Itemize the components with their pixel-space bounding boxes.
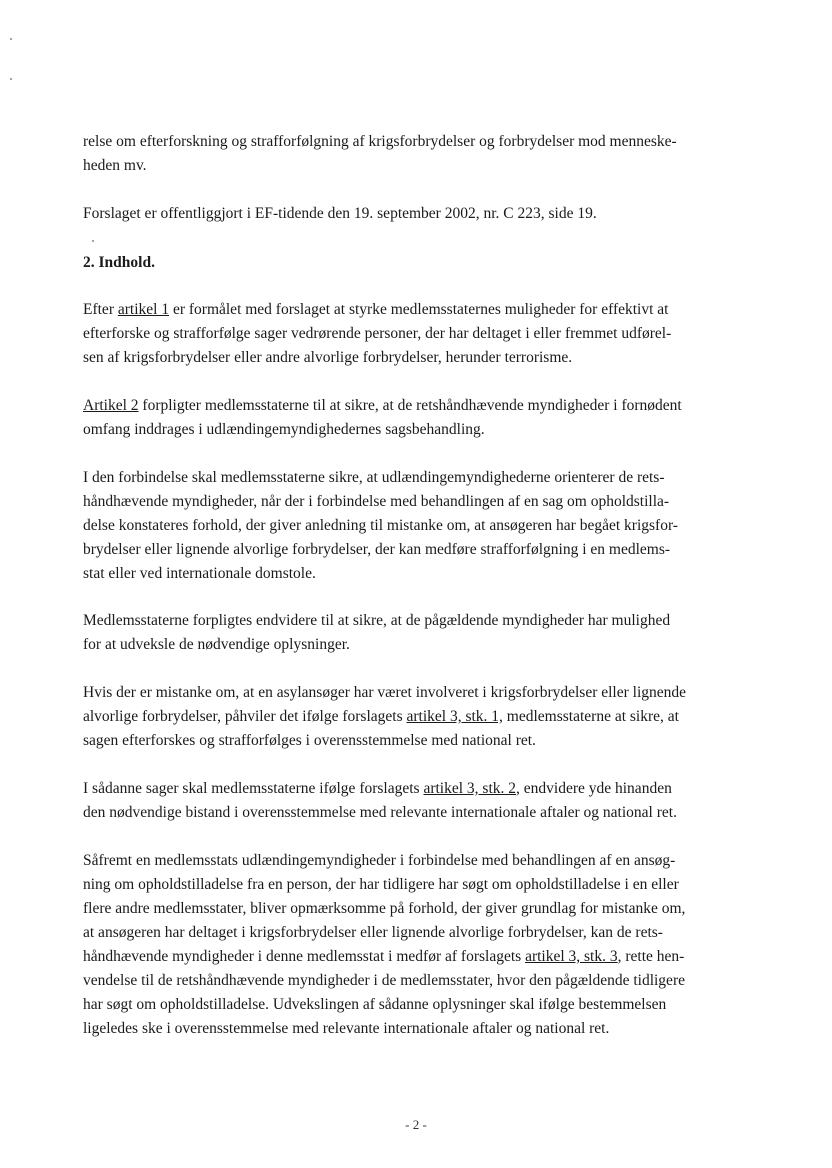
text-line: Forslaget er offentliggjort i EF-tidende den 19. september 2002, nr. C 223, side 19. bbox=[83, 205, 597, 222]
article-reference: artikel 3, stk. 2 bbox=[423, 780, 517, 797]
page-number: - 2 - bbox=[405, 1117, 427, 1132]
article-reference: Artikel 2 bbox=[83, 397, 139, 414]
text-run: medlemsstaterne at sikre, at bbox=[502, 708, 679, 725]
section-heading bbox=[83, 251, 748, 275]
article-reference: artikel 3, stk. 3 bbox=[525, 948, 618, 965]
text-line: omfang inddrages i udlændingemyndighedernes sagsbehandling. bbox=[83, 421, 485, 438]
text-run: , rette hen- bbox=[617, 948, 685, 965]
paragraph-notification bbox=[83, 466, 748, 586]
text-run: alvorlige forbrydelser, påhviler det ifølge forslagets bbox=[83, 708, 407, 725]
scan-speck bbox=[10, 78, 12, 80]
text-run: Efter bbox=[83, 301, 118, 318]
paragraph-continuation bbox=[83, 130, 748, 178]
paragraph-publication bbox=[83, 202, 748, 226]
text-line bbox=[83, 777, 748, 801]
text-run: I sådanne sager skal medlemsstaterne ifølge forslagets bbox=[83, 780, 424, 797]
text-line: sen af krigsforbrydelser eller andre alvorlige forbrydelser, herunder terrorisme. bbox=[83, 349, 573, 366]
text-line: brydelser eller lignende alvorlige forbrydelser, der kan medføre strafforfølgning i en medlems- bbox=[83, 541, 671, 558]
paragraph-exchange bbox=[83, 609, 748, 657]
text-line: Hvis der er mistanke om, at en asylansøger har været involveret i krigsforbrydelser eller lignende bbox=[83, 684, 687, 701]
scan-speck bbox=[92, 240, 94, 242]
text-line: Medlemsstaterne forpligtes endvidere til at sikre, at de pågældende myndigheder har mulighed bbox=[83, 612, 671, 629]
article-reference: artikel 3, stk. 1, bbox=[406, 708, 503, 725]
text-line: flere andre medlemsstater, bliver opmærksomme på forhold, der giver grundlag for mistanke om, bbox=[83, 900, 686, 917]
text-line: håndhævende myndigheder, når der i forbindelse med behandlingen af en sag om opholdstilla- bbox=[83, 493, 670, 510]
paragraph-article-2 bbox=[83, 394, 748, 442]
text-line bbox=[83, 298, 748, 322]
scan-speck bbox=[10, 38, 12, 40]
heading-text: 2. Indhold. bbox=[83, 254, 155, 271]
text-line: I den forbindelse skal medlemsstaterne sikre, at udlændingemyndighederne orienterer de rets- bbox=[83, 469, 665, 486]
text-line: heden mv. bbox=[83, 157, 147, 174]
text-line: for at udveksle de nødvendige oplysninger. bbox=[83, 636, 350, 653]
text-line: at ansøgeren har deltaget i krigsforbrydelser eller lignende alvorlige forbrydelser, kan de rets- bbox=[83, 924, 663, 941]
text-line bbox=[83, 705, 748, 729]
text-line: sagen efterforskes og strafforfølges i overensstemmelse med national ret. bbox=[83, 732, 536, 749]
text-line: efterforske og strafforfølge sager vedrørende personer, der har deltaget i eller fremmet udførel- bbox=[83, 325, 672, 342]
text-run: , endvidere yde hinanden bbox=[516, 780, 672, 797]
text-run: forpligter medlemsstaterne til at sikre, at de retshåndhævende myndigheder i fornødent bbox=[138, 397, 682, 414]
paragraph-article-3-3 bbox=[83, 849, 748, 1041]
text-line: relse om efterforskning og strafforfølgning af krigsforbrydelser og forbrydelser mod menneske- bbox=[83, 133, 677, 150]
paragraph-article-3-2 bbox=[83, 777, 748, 825]
text-line: vendelse til de retshåndhævende myndigheder i de medlemsstater, hvor den pågældende tidligere bbox=[83, 972, 685, 989]
text-line bbox=[83, 945, 748, 969]
text-line bbox=[83, 394, 748, 418]
paragraph-article-1 bbox=[83, 298, 748, 370]
text-run: er formålet med forslaget at styrke medlemsstaternes muligheder for effektivt at bbox=[169, 301, 669, 318]
paragraph-article-3-1 bbox=[83, 681, 748, 753]
text-line: den nødvendige bistand i overensstemmelse med relevante internationale aftaler og national ret. bbox=[83, 804, 677, 821]
text-line: ligeledes ske i overensstemmelse med relevante internationale aftaler og national ret. bbox=[83, 1020, 610, 1037]
text-run: håndhævende myndigheder i denne medlemsstat i medfør af forslagets bbox=[83, 948, 526, 965]
text-line: delse konstateres forhold, der giver anledning til mistanke om, at ansøgeren har begået krigsfor- bbox=[83, 517, 678, 534]
text-line: har søgt om opholdstilladelse. Udvekslingen af sådanne oplysninger skal ifølge bestemmelsen bbox=[83, 996, 667, 1013]
text-line: Såfremt en medlemsstats udlændingemyndigheder i forbindelse med behandlingen af en ansøg- bbox=[83, 852, 676, 869]
text-line: stat eller ved internationale domstole. bbox=[83, 565, 316, 582]
text-line: ning om opholdstilladelse fra en person, der har tidligere har søgt om opholdstilladelse i en eller bbox=[83, 876, 679, 893]
article-reference: artikel 1 bbox=[117, 301, 170, 318]
